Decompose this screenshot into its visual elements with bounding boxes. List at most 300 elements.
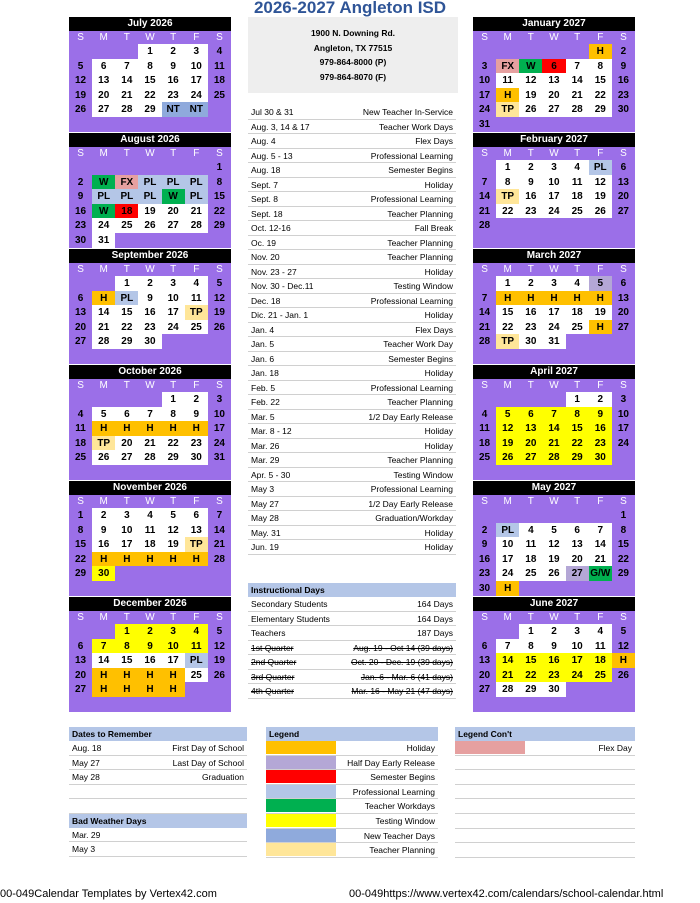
spacer-row: [69, 785, 247, 800]
address-line: Angleton, TX 77515: [313, 42, 393, 53]
day-grid: [473, 392, 635, 480]
instructional-row: [248, 684, 456, 699]
day-cell: H: [138, 552, 161, 567]
day-cell: H: [92, 421, 115, 436]
event-date: Jul 30 & 31: [251, 107, 294, 117]
day-cell: 27: [162, 218, 185, 233]
event-label: Holiday: [424, 266, 453, 277]
empty-cell: [69, 160, 92, 175]
event-row: [248, 381, 456, 396]
day-cell: 28: [208, 552, 231, 567]
weekday-label: F: [597, 148, 604, 159]
event-date: Aug. 5 - 13: [251, 150, 293, 161]
footer-right[interactable]: 00-049https://www.vertex42.com/calendars/school-calendar.html: [349, 888, 664, 900]
event-row: [248, 511, 456, 526]
day-cell: 16: [162, 73, 185, 88]
event-label: Flex Days: [415, 324, 453, 335]
empty-cell: [92, 276, 115, 291]
legend-label: Semester Begins: [370, 772, 435, 783]
day-cell: 30: [473, 581, 496, 596]
day-cell: 18: [566, 189, 589, 204]
day-cell: 20: [612, 305, 635, 320]
empty-cell: [92, 117, 115, 132]
legend-swatch: [455, 741, 525, 754]
event-label: Professional Learning: [370, 150, 453, 161]
day-cell: 19: [162, 537, 185, 552]
day-cell: 9: [185, 407, 208, 422]
legend-row: [266, 741, 438, 756]
weekday-label: S: [216, 496, 223, 507]
legend-cont-title: Legend Con't: [455, 727, 635, 741]
day-cell: 9: [473, 537, 496, 552]
day-cell: 2: [138, 276, 161, 291]
weekday-header: [69, 611, 231, 624]
event-label: 1/2 Day Early Release: [368, 498, 453, 509]
day-cell: TP: [185, 305, 208, 320]
empty-cell: [185, 334, 208, 349]
event-label: Holiday: [424, 179, 453, 190]
day-cell: 14: [92, 653, 115, 668]
empty-cell: [185, 233, 208, 248]
weekday-label: S: [216, 148, 223, 159]
day-cell: 15: [612, 537, 635, 552]
day-cell: 2: [69, 175, 92, 190]
empty-cell: [162, 697, 185, 712]
day-cell: 17: [208, 421, 231, 436]
day-cell: 19: [519, 88, 542, 103]
day-cell: 13: [519, 421, 542, 436]
day-cell: H: [162, 552, 185, 567]
weekday-label: T: [574, 148, 581, 159]
day-cell: 1: [69, 508, 92, 523]
empty-cell: [208, 233, 231, 248]
month-title: October 2026: [69, 365, 231, 379]
day-cell: PL: [496, 523, 519, 538]
day-cell: FX: [496, 59, 519, 74]
day-cell: 22: [566, 436, 589, 451]
empty-cell: [566, 697, 589, 712]
day-cell: 26: [589, 204, 612, 219]
month-calendar: [69, 249, 231, 364]
weekday-label: W: [145, 612, 155, 623]
day-cell: 26: [92, 450, 115, 465]
empty-cell: [138, 160, 161, 175]
day-cell: 10: [162, 291, 185, 306]
event-row: [248, 105, 456, 120]
day-cell: 31: [542, 334, 565, 349]
event-label: Professional Learning: [370, 484, 453, 494]
day-cell: 2: [519, 276, 542, 291]
day-cell: 12: [162, 523, 185, 538]
day-cell: 18: [589, 653, 612, 668]
empty-cell: [92, 581, 115, 596]
event-date: Sept. 7: [251, 179, 278, 190]
day-cell: 1: [162, 392, 185, 407]
empty-cell: [589, 233, 612, 248]
empty-cell: [519, 233, 542, 248]
empty-cell: [542, 697, 565, 712]
weekday-label: T: [123, 32, 130, 43]
day-cell: 7: [473, 291, 496, 306]
weekday-label: W: [549, 612, 559, 623]
empty-cell: [208, 349, 231, 364]
day-cell: 21: [473, 320, 496, 335]
event-row: [248, 163, 456, 178]
day-cell: 30: [138, 334, 161, 349]
event-label: Teacher Work Day: [383, 339, 453, 349]
empty-cell: [138, 349, 161, 364]
day-cell: 3: [162, 276, 185, 291]
instructional-row: [248, 670, 456, 685]
day-cell: 24: [612, 436, 635, 451]
day-cell: 9: [612, 59, 635, 74]
legend-label: Teacher Workdays: [364, 801, 435, 812]
day-cell: 11: [566, 175, 589, 190]
month-title: January 2027: [473, 17, 635, 31]
event-date: Sept. 18: [251, 208, 283, 219]
event-label: Professional Learning: [370, 295, 453, 306]
day-cell: 17: [185, 73, 208, 88]
event-date: Oct. 12-16: [251, 223, 291, 233]
day-cell: 21: [138, 436, 161, 451]
day-cell: 31: [208, 450, 231, 465]
day-cell: TP: [496, 102, 519, 117]
day-cell: 6: [566, 523, 589, 538]
day-cell: 25: [185, 668, 208, 683]
day-cell: 11: [185, 291, 208, 306]
day-grid: [69, 44, 231, 132]
legend-row: [266, 814, 438, 829]
day-cell: 26: [612, 668, 635, 683]
empty-cell: [519, 44, 542, 59]
day-cell: H: [589, 44, 612, 59]
month-calendar: [69, 365, 231, 480]
event-date: May 28: [251, 513, 279, 523]
day-cell: 24: [162, 320, 185, 335]
empty-cell: [208, 334, 231, 349]
day-cell: PL: [162, 175, 185, 190]
day-cell: 2: [162, 44, 185, 59]
day-cell: 8: [589, 59, 612, 74]
empty-cell: [473, 276, 496, 291]
event-label: Holiday: [424, 310, 453, 320]
instructional-label: 4th Quarter: [251, 686, 294, 696]
day-cell: 3: [542, 160, 565, 175]
event-label: Holiday: [424, 440, 453, 451]
empty-cell: [69, 392, 92, 407]
legend-swatch: [266, 785, 336, 798]
day-cell: H: [115, 421, 138, 436]
day-cell: 27: [566, 566, 589, 581]
day-cell: H: [589, 291, 612, 306]
day-cell: 22: [115, 320, 138, 335]
month-title: April 2027: [473, 365, 635, 379]
event-date: Mar. 29: [251, 455, 280, 465]
legend-label: Testing Window: [375, 815, 435, 826]
legend-label: Flex Day: [598, 743, 632, 753]
weekday-header: [473, 379, 635, 392]
event-row: [248, 134, 456, 149]
weekday-header: [69, 31, 231, 44]
day-grid: [473, 624, 635, 712]
weekday-label: M: [503, 496, 512, 507]
weekday-label: F: [597, 380, 604, 391]
empty-cell: [566, 465, 589, 480]
day-cell: 7: [208, 508, 231, 523]
day-cell: 16: [589, 421, 612, 436]
empty-cell: [138, 233, 161, 248]
day-cell: 2: [542, 624, 565, 639]
weekday-label: S: [77, 32, 84, 43]
legend-title: Legend: [266, 727, 438, 741]
day-cell: 25: [185, 320, 208, 335]
month-calendar: [69, 17, 231, 132]
day-cell: 18: [138, 537, 161, 552]
weekday-label: T: [170, 264, 177, 275]
day-cell: 25: [566, 320, 589, 335]
day-cell: 8: [138, 59, 161, 74]
day-cell: 12: [208, 639, 231, 654]
event-date: Nov. 23 - 27: [251, 266, 297, 277]
day-cell: PL: [185, 653, 208, 668]
day-cell: H: [92, 682, 115, 697]
day-grid: [69, 508, 231, 596]
legend-label: Professional Learning: [352, 786, 435, 797]
empty-cell: [496, 349, 519, 364]
month-title: May 2027: [473, 481, 635, 495]
day-cell: 20: [612, 189, 635, 204]
day-cell: 24: [566, 668, 589, 683]
day-cell: 4: [566, 160, 589, 175]
day-cell: 12: [542, 537, 565, 552]
day-cell: 26: [519, 102, 542, 117]
legend: [266, 727, 438, 858]
day-cell: 26: [542, 566, 565, 581]
spacer-row: [455, 814, 635, 829]
day-cell: 12: [208, 291, 231, 306]
weekday-label: S: [620, 380, 627, 391]
day-cell: 21: [473, 204, 496, 219]
empty-cell: [542, 349, 565, 364]
weekday-label: M: [99, 148, 108, 159]
weekday-label: W: [549, 148, 559, 159]
day-cell: 31: [473, 117, 496, 132]
day-cell: H: [496, 291, 519, 306]
event-date: Oc. 19: [251, 237, 277, 248]
day-cell: 23: [519, 204, 542, 219]
day-cell: 2: [589, 392, 612, 407]
day-cell: 16: [138, 305, 161, 320]
day-cell: H: [92, 668, 115, 683]
day-cell: 6: [185, 508, 208, 523]
day-cell: 20: [115, 436, 138, 451]
instructional-value: 164 Days: [417, 613, 453, 624]
day-cell: 26: [138, 218, 161, 233]
empty-cell: [162, 334, 185, 349]
day-cell: 14: [542, 421, 565, 436]
day-cell: 29: [115, 334, 138, 349]
day-cell: 10: [473, 73, 496, 88]
day-cell: 2: [185, 392, 208, 407]
day-cell: 8: [566, 407, 589, 422]
day-cell: 20: [69, 668, 92, 683]
weekday-label: F: [193, 148, 200, 159]
month-calendar: [473, 597, 635, 712]
event-label: Teacher Work Days: [378, 121, 453, 132]
weekday-label: W: [549, 32, 559, 43]
day-cell: H: [115, 668, 138, 683]
day-cell: 29: [138, 102, 161, 117]
empty-cell: [589, 697, 612, 712]
empty-cell: [69, 117, 92, 132]
empty-cell: [589, 465, 612, 480]
empty-cell: [566, 44, 589, 59]
empty-cell: [496, 392, 519, 407]
day-grid: [473, 44, 635, 132]
empty-cell: [566, 334, 589, 349]
day-cell: 27: [542, 102, 565, 117]
empty-cell: [92, 349, 115, 364]
day-cell: 18: [115, 204, 138, 219]
empty-cell: [542, 233, 565, 248]
empty-cell: [566, 233, 589, 248]
day-cell: 13: [69, 653, 92, 668]
day-cell: 12: [519, 73, 542, 88]
day-cell: 28: [566, 102, 589, 117]
day-cell: 19: [208, 305, 231, 320]
day-cell: TP: [496, 334, 519, 349]
empty-cell: [185, 465, 208, 480]
day-cell: 2: [519, 160, 542, 175]
weekday-label: S: [77, 380, 84, 391]
day-cell: 29: [589, 102, 612, 117]
day-cell: 21: [208, 537, 231, 552]
day-cell: 4: [69, 407, 92, 422]
instructional-label: Teachers: [251, 628, 286, 638]
empty-cell: [92, 697, 115, 712]
month-calendar: [69, 481, 231, 596]
weekday-label: T: [574, 612, 581, 623]
day-cell: 4: [185, 276, 208, 291]
day-cell: 29: [519, 682, 542, 697]
empty-cell: [542, 465, 565, 480]
day-cell: 6: [542, 59, 565, 74]
day-cell: PL: [115, 189, 138, 204]
footer-left[interactable]: 00-049Calendar Templates by Vertex42.com: [0, 888, 217, 900]
event-row: [248, 352, 456, 367]
event-label: Fall Break: [414, 223, 453, 233]
empty-cell: [519, 581, 542, 596]
day-cell: 20: [162, 204, 185, 219]
day-cell: 16: [69, 204, 92, 219]
day-cell: 9: [162, 59, 185, 74]
month-calendar: [69, 133, 231, 248]
event-date: Aug. 4: [251, 136, 276, 146]
weekday-label: T: [527, 496, 534, 507]
day-cell: 18: [208, 73, 231, 88]
day-cell: 14: [473, 189, 496, 204]
weekday-label: F: [597, 264, 604, 275]
day-cell: 23: [162, 88, 185, 103]
day-cell: 16: [519, 189, 542, 204]
empty-cell: [162, 465, 185, 480]
day-cell: 25: [566, 204, 589, 219]
event-date: May 27: [251, 498, 279, 509]
day-cell: 13: [69, 305, 92, 320]
day-cell: 2: [612, 44, 635, 59]
day-cell: 23: [138, 320, 161, 335]
weekday-label: M: [99, 264, 108, 275]
day-cell: H: [138, 668, 161, 683]
day-cell: 27: [473, 682, 496, 697]
instructional-row: [248, 655, 456, 670]
empty-cell: [566, 682, 589, 697]
instructional-label: 3rd Quarter: [251, 671, 295, 682]
day-cell: 3: [612, 392, 635, 407]
day-cell: 9: [92, 523, 115, 538]
event-label: Teacher Planning: [387, 208, 453, 219]
day-cell: 8: [69, 523, 92, 538]
empty-cell: [496, 44, 519, 59]
weekday-label: S: [620, 264, 627, 275]
day-cell: 19: [69, 88, 92, 103]
bad-weather-date: May 3: [72, 844, 96, 854]
day-cell: 16: [138, 653, 161, 668]
empty-cell: [69, 581, 92, 596]
weekday-label: W: [145, 380, 155, 391]
empty-cell: [612, 465, 635, 480]
day-cell: 15: [496, 305, 519, 320]
weekday-label: T: [527, 380, 534, 391]
event-row: [248, 497, 456, 512]
day-cell: 18: [69, 436, 92, 451]
event-row: [248, 410, 456, 425]
weekday-label: T: [123, 496, 130, 507]
events-list: [248, 105, 456, 555]
day-cell: 22: [496, 320, 519, 335]
day-cell: 23: [473, 566, 496, 581]
bad-weather-row: [69, 828, 247, 843]
weekday-label: S: [481, 496, 488, 507]
empty-cell: [115, 566, 138, 581]
day-cell: 14: [496, 653, 519, 668]
day-cell: 28: [138, 450, 161, 465]
weekday-label: M: [99, 612, 108, 623]
weekday-label: F: [597, 32, 604, 43]
day-cell: 24: [473, 102, 496, 117]
day-cell: 20: [566, 552, 589, 567]
day-cell: 12: [589, 175, 612, 190]
empty-cell: [519, 697, 542, 712]
day-cell: 22: [138, 88, 161, 103]
empty-cell: [542, 392, 565, 407]
empty-cell: [473, 160, 496, 175]
day-cell: 14: [589, 537, 612, 552]
weekday-label: S: [216, 612, 223, 623]
day-cell: 13: [612, 291, 635, 306]
day-cell: 5: [162, 508, 185, 523]
day-cell: PL: [115, 291, 138, 306]
empty-cell: [162, 117, 185, 132]
address-block: [248, 17, 458, 93]
remember-row: [69, 770, 247, 785]
day-cell: 3: [185, 44, 208, 59]
day-cell: 4: [566, 276, 589, 291]
day-cell: 18: [566, 305, 589, 320]
day-cell: 5: [612, 624, 635, 639]
weekday-label: W: [549, 380, 559, 391]
day-cell: 3: [208, 392, 231, 407]
